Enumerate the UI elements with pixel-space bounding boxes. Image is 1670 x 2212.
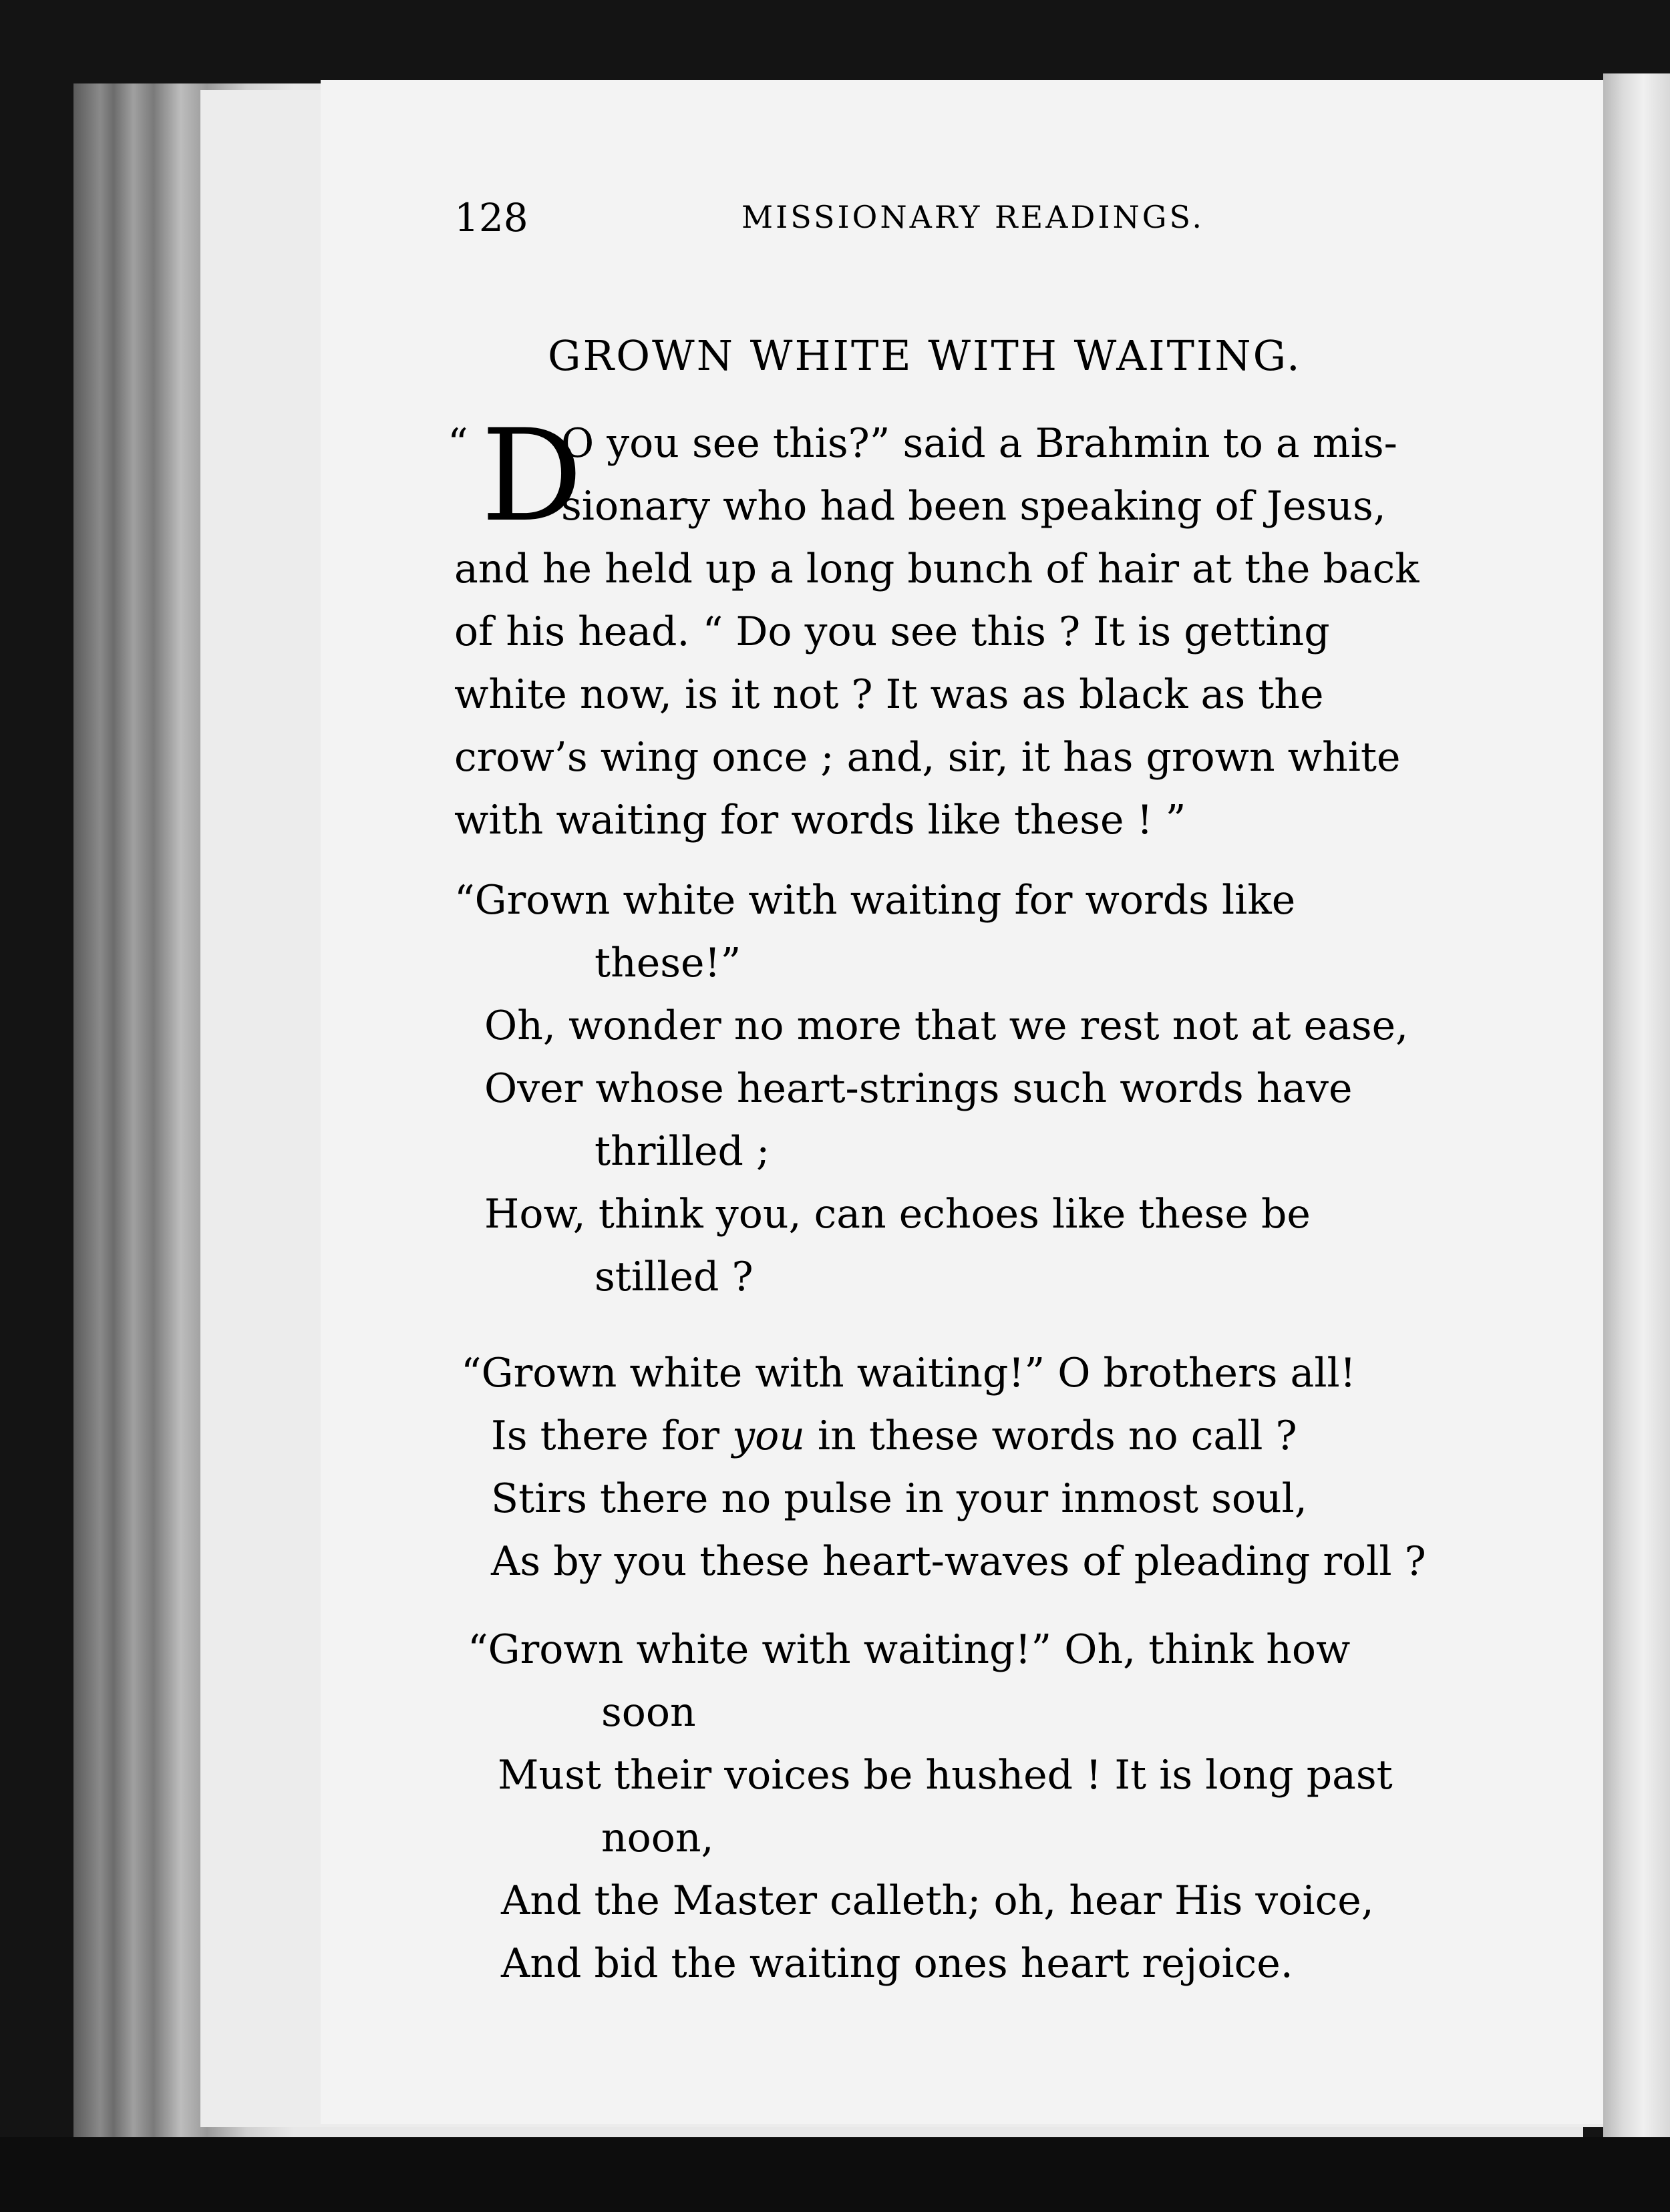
scan-background <box>0 2137 1670 2212</box>
verse-line: And the Master calleth; oh, hear His voice, <box>501 1877 1374 1924</box>
verse-line: Must their voices be hushed ! It is long past <box>498 1752 1393 1799</box>
verse-line: “Grown white with waiting!” O brothers all! <box>461 1350 1356 1397</box>
prose-line: sionary who had been speaking of Jesus, <box>561 483 1386 530</box>
verse-line: And bid the waiting ones heart rejoice. <box>501 1940 1293 1987</box>
verse-line: these!” <box>595 940 741 986</box>
prose-line: O you see this?” said a Brahmin to a mis- <box>561 420 1397 467</box>
verse-line: Over whose heart-strings such words have <box>484 1065 1353 1112</box>
verse-line: Oh, wonder no more that we rest not at ease, <box>484 1002 1409 1049</box>
prose-line: crow’s wing once ; and, sir, it has grown white <box>454 734 1401 781</box>
verse-line: soon <box>601 1689 696 1736</box>
open-quote: “ <box>448 420 468 467</box>
running-title: MISSIONARY READINGS. <box>741 199 1205 235</box>
running-head <box>454 195 1256 248</box>
verse-line: stilled ? <box>595 1254 754 1300</box>
verse-line: How, think you, can echoes like these be <box>484 1191 1311 1238</box>
verse-line: thrilled ; <box>595 1128 770 1175</box>
verse-line: noon, <box>601 1815 714 1861</box>
chapter-title: GROWN WHITE WITH WAITING. <box>548 331 1302 380</box>
drop-cap: D <box>481 402 583 550</box>
gutter-shadow <box>1603 73 1670 2137</box>
page-number: 128 <box>454 195 528 240</box>
prose-line: and he held up a long bunch of hair at the back <box>454 546 1420 592</box>
verse-line: Stirs there no pulse in your inmost soul, <box>491 1475 1307 1522</box>
verse-text: in these words no call ? <box>804 1413 1297 1459</box>
verse-line: As by you these heart-waves of pleading roll ? <box>491 1538 1426 1585</box>
verse-line <box>491 1405 1297 1467</box>
verse-text: Is there for <box>491 1413 733 1459</box>
verse-line: “Grown white with waiting!” Oh, think how <box>468 1626 1351 1673</box>
prose-line: of his head. “ Do you see this ? It is getting <box>454 608 1330 655</box>
emphasis-word: you <box>732 1413 805 1459</box>
verse-line: “Grown white with waiting for words like <box>454 877 1296 924</box>
prose-line: white now, is it not ? It was as black as the <box>454 671 1324 718</box>
prose-line: with waiting for words like these ! ” <box>454 797 1186 844</box>
